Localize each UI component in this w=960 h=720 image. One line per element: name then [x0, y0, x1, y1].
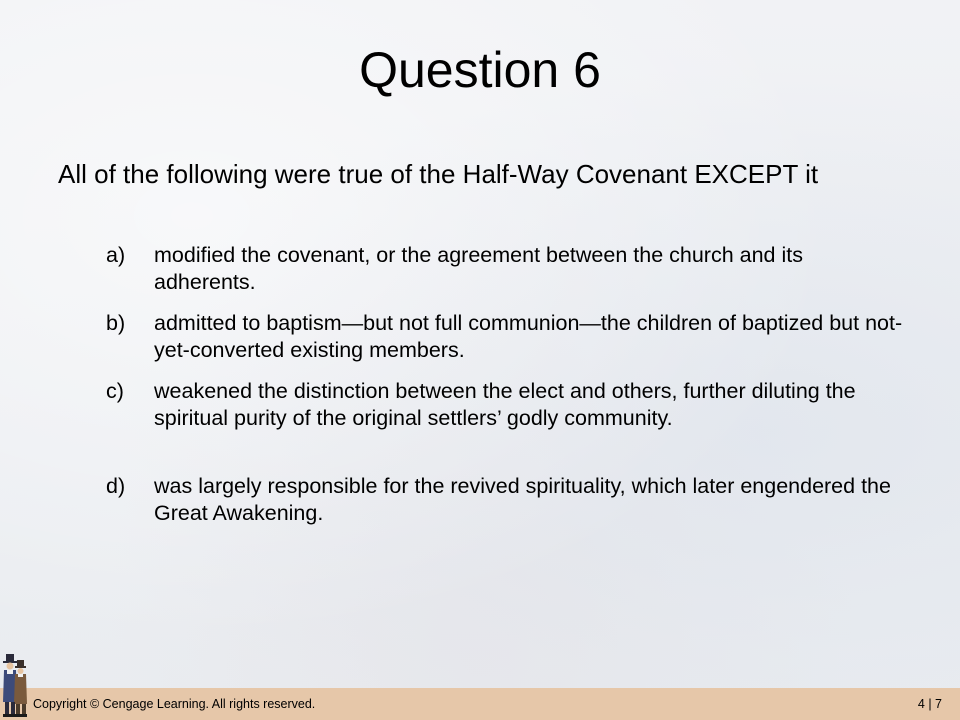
- option-a: [106, 242, 906, 296]
- option-b-text: admitted to baptism—but not full communion—the children of baptized but not-yet-converted existing members.: [154, 311, 903, 362]
- option-d: [106, 473, 906, 527]
- slide-title: Question 6: [359, 42, 601, 98]
- option-c: [106, 378, 906, 459]
- option-c-letter: c): [106, 379, 124, 403]
- copyright-notice: Copyright © Cengage Learning. All rights reserved.: [33, 697, 316, 711]
- option-a-text: modified the covenant, or the agreement between the church and its adherents.: [154, 243, 803, 294]
- option-c-text: weakened the distinction between the elect and others, further diluting the spiritual purity of the original settlers’ godly community.: [154, 379, 856, 430]
- option-d-text: was largely responsible for the revived spirituality, which later engendered the Great Awakening.: [154, 474, 891, 525]
- question-stem: All of the following were true of the Half-Way Covenant EXCEPT it: [58, 159, 819, 189]
- option-b-letter: b): [106, 311, 126, 335]
- footer-bar: [0, 688, 960, 720]
- pilgrim-figures-icon: [0, 652, 30, 720]
- option-b: [106, 310, 906, 364]
- option-a-letter: a): [106, 243, 126, 267]
- answer-options: [106, 242, 906, 527]
- option-d-letter: d): [106, 474, 126, 498]
- page-number: 4 | 7: [917, 697, 942, 711]
